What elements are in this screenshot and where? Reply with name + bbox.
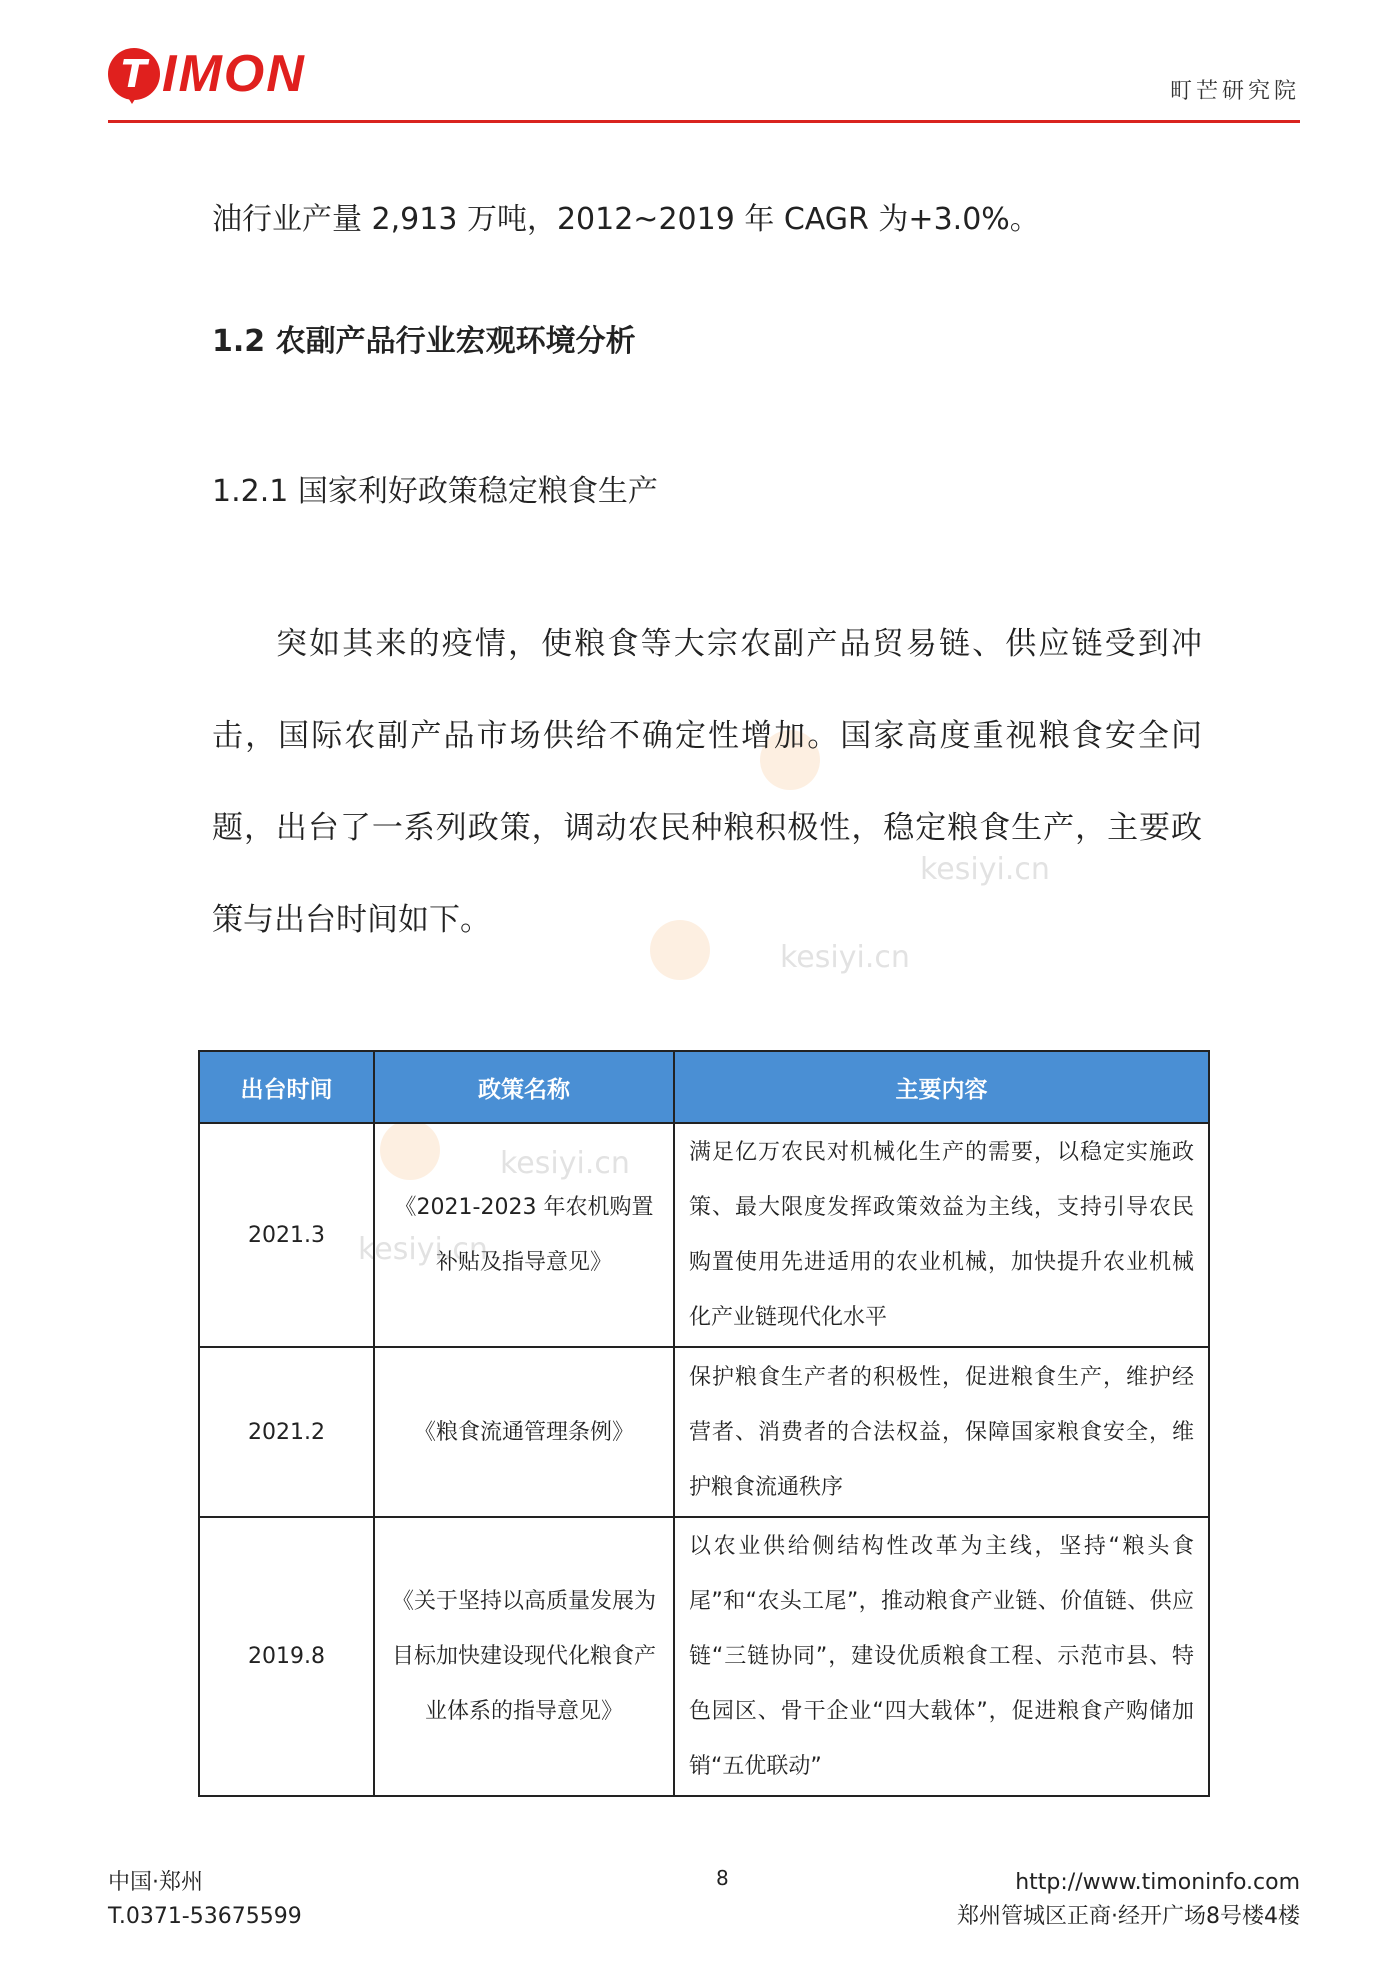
footer-address (957, 1866, 1300, 1934)
policy-content: 满足亿万农民对机械化生产的需要，以稳定实施政策、最大限度发挥政策效益为主线，支持引导农民购置使用先进适用的农业机械，加快提升农业机械化产业链现代化水平 (674, 1123, 1209, 1347)
table-row (199, 1123, 1209, 1347)
policy-table (198, 1050, 1210, 1797)
policy-date: 2021.3 (199, 1123, 374, 1347)
policy-date: 2021.2 (199, 1347, 374, 1517)
subsection-heading: 1.2.1 国家利好政策稳定粮食生产 (212, 474, 658, 509)
body-paragraph: 突如其来的疫情，使粮食等大宗农副产品贸易链、供应链受到冲击，国际农副产品市场供给不确定性增加。国家高度重视粮食安全问题，出台了一系列政策，调动农民种粮积极性，稳定粮食生产，主要政策与出台时间如下。 (212, 626, 1202, 938)
footer-contact (108, 1866, 302, 1934)
logo-letter: T (121, 52, 147, 96)
footer-location: 中国·郑州 (108, 1870, 203, 1895)
logo-mark (108, 48, 160, 100)
section-heading: 1.2 农副产品行业宏观环境分析 (212, 324, 636, 359)
policy-content: 保护粮食生产者的积极性，促进粮食生产，维护经营者、消费者的合法权益，保障国家粮食安全，维护粮食流通秩序 (674, 1347, 1209, 1517)
policy-date: 2019.8 (199, 1517, 374, 1796)
footer-street-address: 郑州管城区正商·经开广场8号楼4楼 (957, 1904, 1300, 1929)
watermark-text: kesiyi.cn (920, 852, 1050, 887)
lead-line: 油行业产量 2,913 万吨，2012~2019 年 CAGR 为+3.0%。 (212, 202, 1040, 237)
footer-website[interactable]: http://www.timoninfo.com (1015, 1870, 1300, 1895)
policy-name: 《粮食流通管理条例》 (374, 1347, 674, 1517)
policy-name: 《关于坚持以高质量发展为目标加快建设现代化粮食产业体系的指导意见》 (374, 1517, 674, 1796)
policy-name: 《2021-2023 年农机购置补贴及指导意见》 (374, 1123, 674, 1347)
page-number: 8 (716, 1866, 729, 1890)
column-header-policy: 政策名称 (374, 1051, 674, 1123)
policy-content: 以农业供给侧结构性改革为主线，坚持“粮头食尾”和“农头工尾”，推动粮食产业链、价值链、供应链“三链协同”，建设优质粮食工程、示范市县、特色园区、骨干企业“四大载体”，促进粮食产购储加销“五优联动” (674, 1517, 1209, 1796)
logo-text: IMON (162, 45, 306, 103)
table-row (199, 1517, 1209, 1796)
table-header-row (199, 1051, 1209, 1123)
header-divider (108, 120, 1300, 123)
watermark-text: kesiyi.cn (780, 940, 910, 975)
table-row (199, 1347, 1209, 1517)
organization-name: 町芒研究院 (1169, 79, 1300, 104)
column-header-date: 出台时间 (199, 1051, 374, 1123)
timon-logo (108, 44, 306, 104)
column-header-content: 主要内容 (674, 1051, 1209, 1123)
watermark-text: kesiyi.cn (358, 1232, 488, 1267)
watermark-text: kesiyi.cn (500, 1146, 630, 1181)
footer-phone: T.0371-53675599 (108, 1904, 302, 1929)
